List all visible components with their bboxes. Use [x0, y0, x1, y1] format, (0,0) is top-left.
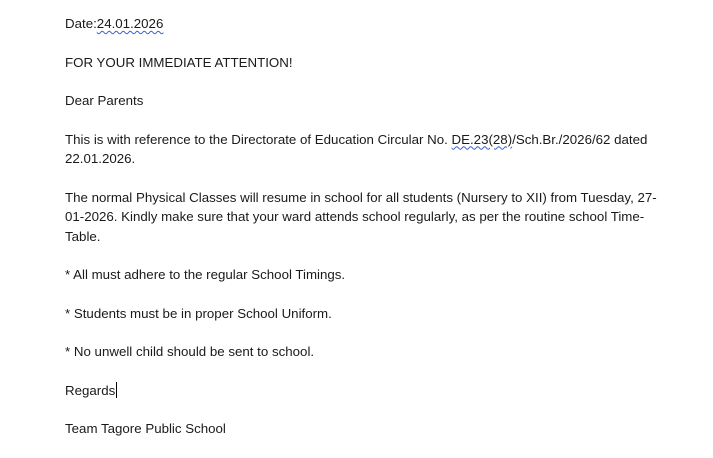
reference-text-end: /Sch.Br./2026/62 dated 22.01.2026.	[65, 131, 648, 166]
instruction-unwell: * No unwell child should be sent to school.	[65, 344, 315, 359]
salutation: Dear Parents	[65, 93, 144, 108]
resume-notice-paragraph: The normal Physical Classes will resume in school for all students (Nursery to XII) from Tuesday, 27-01-2026. Kindly make sure that your ward attends school regularly, as per the routine school Time-Table.	[65, 189, 657, 244]
date-label: Date:	[65, 16, 97, 31]
closing-text: Regards	[65, 382, 116, 398]
date-value: 24.01.2026	[96, 16, 164, 31]
attention-heading: FOR YOUR IMMEDIATE ATTENTION!	[65, 54, 293, 70]
date-line	[65, 14, 665, 34]
signature: Team Tagore Public School	[65, 421, 226, 436]
reference-code: DE.23(28)	[451, 131, 513, 147]
instruction-timings: * All must adhere to the regular School Timings.	[65, 267, 346, 282]
text-cursor	[116, 382, 117, 398]
reference-text-start: This is with reference to the Directorate of Education Circular No.	[65, 131, 452, 147]
reference-paragraph	[65, 130, 665, 169]
closing-line	[65, 381, 665, 401]
document-body[interactable]	[65, 14, 665, 458]
instruction-uniform: * Students must be in proper School Uniform.	[65, 305, 332, 321]
